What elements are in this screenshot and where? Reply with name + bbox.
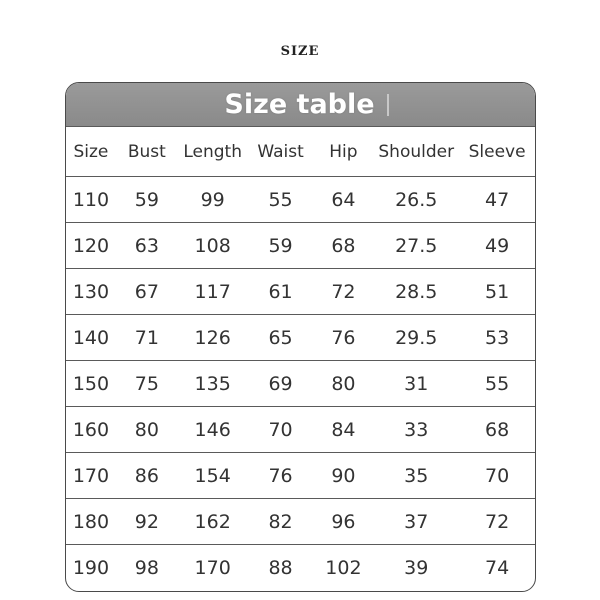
- banner-divider: [387, 94, 389, 116]
- cell-shoulder: 39: [404, 557, 429, 579]
- cell-bust: 59: [134, 188, 159, 211]
- cell-sleeve: 49: [484, 234, 510, 257]
- cell-waist: 70: [268, 418, 293, 441]
- cell-size: 150: [72, 372, 110, 395]
- table-row: [66, 223, 535, 269]
- table-row: [66, 177, 535, 223]
- cell-size: 140: [72, 326, 110, 349]
- column-header-size: Size: [73, 141, 109, 162]
- cell-sleeve: 70: [484, 464, 510, 487]
- cell-bust: 80: [134, 418, 159, 441]
- cell-size: 170: [72, 464, 110, 487]
- cell-size: 160: [72, 418, 110, 441]
- cell-sleeve: 55: [484, 372, 510, 395]
- table-row: [66, 453, 535, 499]
- table-row: [66, 407, 535, 453]
- cell-waist: 61: [268, 280, 293, 303]
- column-header-length: Length: [183, 141, 242, 162]
- cell-waist: 55: [268, 188, 293, 211]
- cell-hip: 96: [331, 510, 356, 533]
- cell-length: 117: [194, 280, 231, 303]
- cell-length: 154: [194, 464, 231, 487]
- cell-length: 170: [194, 557, 231, 579]
- cell-shoulder: 37: [404, 510, 429, 533]
- table-title: Size table: [224, 89, 375, 120]
- table-row: [66, 545, 535, 591]
- table-banner: [66, 83, 535, 127]
- column-header-bust: Bust: [127, 141, 166, 162]
- cell-length: 126: [194, 326, 231, 349]
- cell-shoulder: 35: [404, 464, 429, 487]
- table-header-row: [66, 127, 535, 177]
- cell-length: 108: [194, 234, 231, 257]
- cell-hip: 68: [331, 234, 356, 257]
- cell-hip: 102: [325, 557, 362, 579]
- cell-bust: 75: [134, 372, 159, 395]
- cell-bust: 67: [134, 280, 159, 303]
- cell-hip: 84: [331, 418, 356, 441]
- cell-size: 130: [72, 280, 110, 303]
- cell-length: 135: [194, 372, 231, 395]
- cell-sleeve: 51: [484, 280, 510, 303]
- cell-waist: 88: [268, 557, 293, 579]
- cell-hip: 90: [331, 464, 356, 487]
- cell-waist: 59: [268, 234, 293, 257]
- cell-hip: 72: [331, 280, 356, 303]
- cell-bust: 86: [134, 464, 159, 487]
- cell-waist: 69: [268, 372, 293, 395]
- cell-shoulder: 27.5: [395, 234, 438, 257]
- cell-hip: 76: [331, 326, 356, 349]
- cell-sleeve: 74: [484, 557, 510, 579]
- cell-hip: 64: [331, 188, 356, 211]
- table-row: [66, 499, 535, 545]
- table-row: [66, 269, 535, 315]
- cell-sleeve: 53: [484, 326, 510, 349]
- cell-shoulder: 28.5: [395, 280, 438, 303]
- cell-size: 190: [72, 557, 110, 579]
- cell-hip: 80: [331, 372, 356, 395]
- column-header-shoulder: Shoulder: [378, 141, 455, 162]
- page-heading: SIZE: [280, 44, 320, 59]
- cell-sleeve: 72: [484, 510, 510, 533]
- cell-waist: 76: [268, 464, 293, 487]
- column-header-sleeve: Sleeve: [468, 141, 526, 162]
- cell-bust: 71: [134, 326, 159, 349]
- cell-bust: 63: [134, 234, 159, 257]
- cell-shoulder: 31: [404, 372, 429, 395]
- cell-bust: 92: [134, 510, 159, 533]
- cell-waist: 82: [268, 510, 293, 533]
- table-row: [66, 361, 535, 407]
- column-header-waist: Waist: [257, 141, 304, 162]
- cell-length: 99: [200, 188, 225, 211]
- cell-bust: 98: [134, 557, 159, 579]
- table-row: [66, 315, 535, 361]
- cell-size: 110: [72, 188, 110, 211]
- cell-sleeve: 47: [484, 188, 510, 211]
- cell-length: 146: [194, 418, 231, 441]
- cell-shoulder: 29.5: [395, 326, 438, 349]
- cell-size: 180: [72, 510, 110, 533]
- cell-size: 120: [72, 234, 110, 257]
- cell-length: 162: [194, 510, 231, 533]
- column-header-hip: Hip: [329, 141, 358, 162]
- size-table: [65, 82, 536, 592]
- cell-shoulder: 33: [404, 418, 429, 441]
- cell-sleeve: 68: [484, 418, 510, 441]
- cell-shoulder: 26.5: [395, 188, 438, 211]
- cell-waist: 65: [268, 326, 293, 349]
